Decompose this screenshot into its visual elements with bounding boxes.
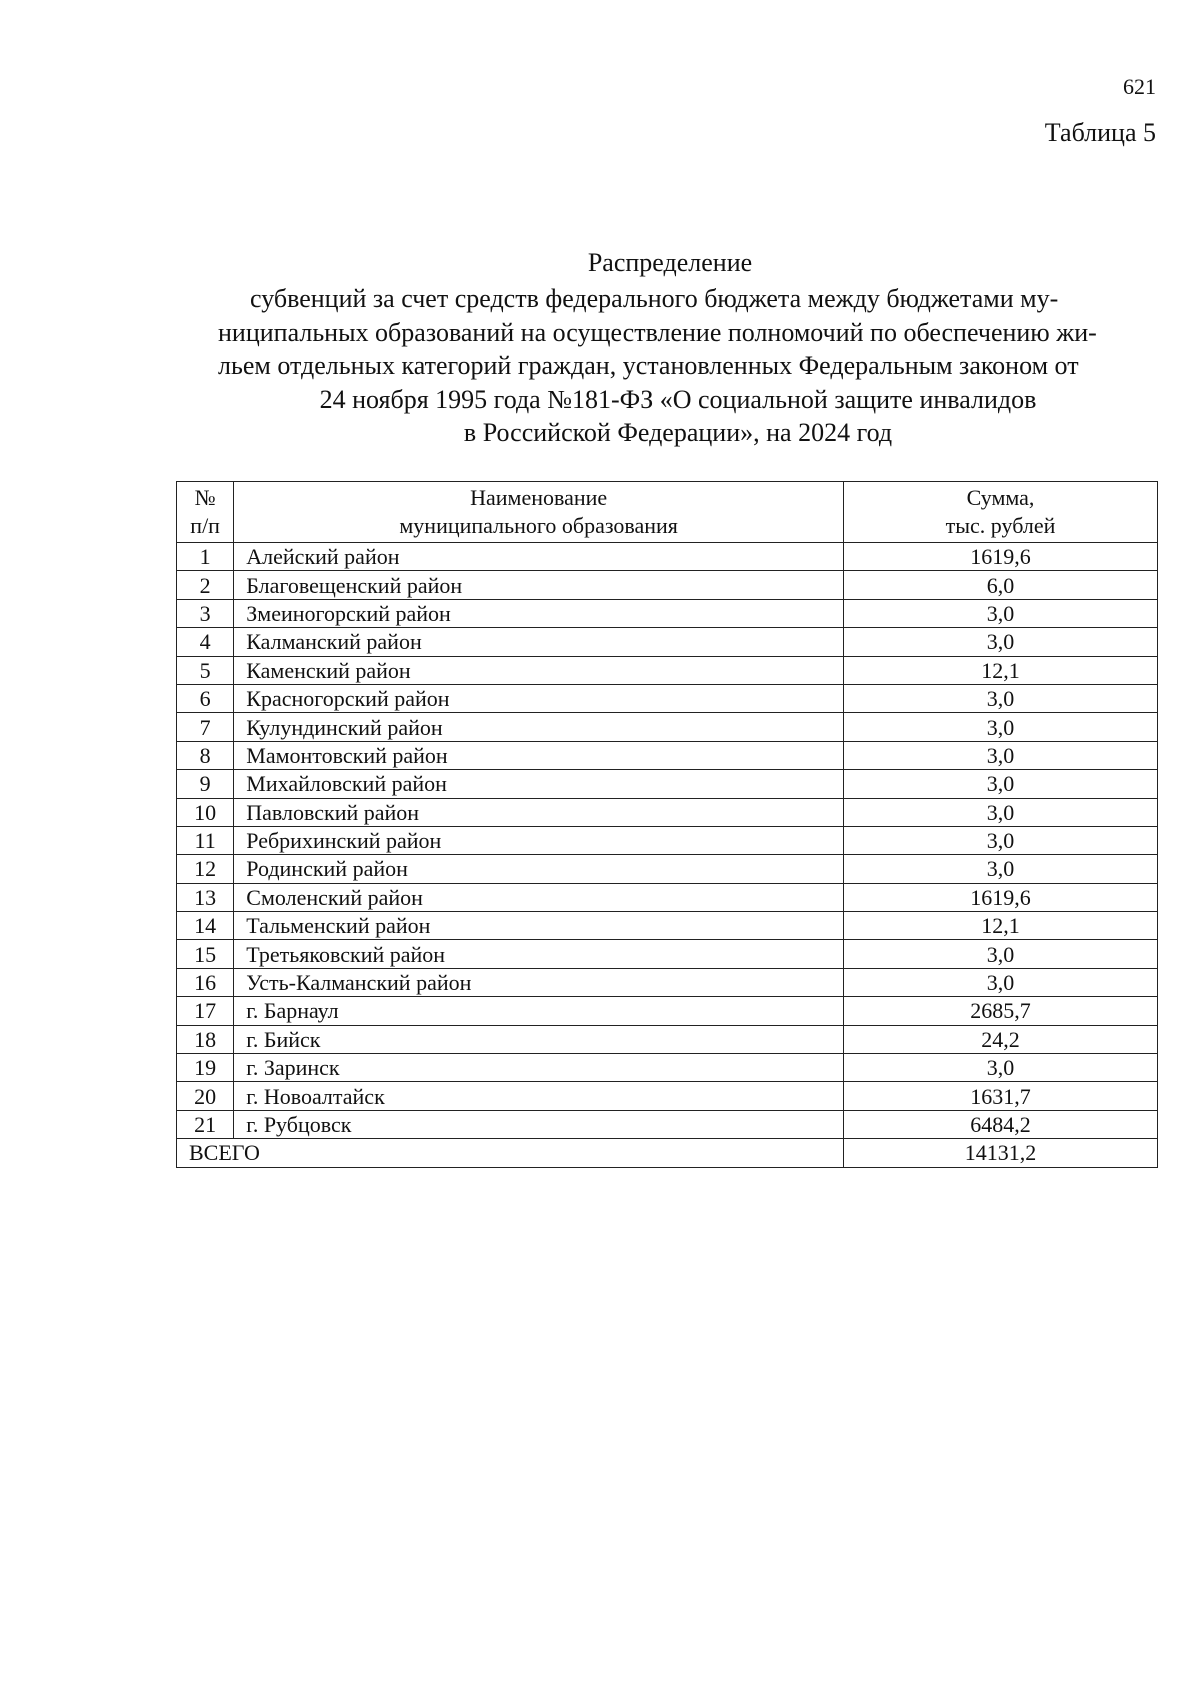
row-name: г. Заринск bbox=[234, 1054, 844, 1082]
row-sum: 1631,7 bbox=[844, 1082, 1158, 1110]
row-sum: 3,0 bbox=[844, 1054, 1158, 1082]
header-name-line: Наименование bbox=[470, 485, 608, 510]
row-number: 20 bbox=[177, 1082, 234, 1110]
total-row bbox=[177, 1139, 1158, 1167]
header-row bbox=[177, 482, 1158, 543]
row-sum: 2685,7 bbox=[844, 997, 1158, 1025]
header-sum-line: тыс. рублей bbox=[945, 513, 1056, 538]
row-number: 7 bbox=[177, 713, 234, 741]
row-number: 21 bbox=[177, 1110, 234, 1138]
row-sum: 3,0 bbox=[844, 940, 1158, 968]
header-number-line: № bbox=[194, 485, 216, 510]
page-number: 621 bbox=[1123, 74, 1156, 99]
table-body bbox=[177, 543, 1158, 1139]
row-name: Кулундинский район bbox=[234, 713, 844, 741]
row-sum: 3,0 bbox=[844, 770, 1158, 798]
table-row bbox=[177, 713, 1158, 741]
row-sum: 3,0 bbox=[844, 798, 1158, 826]
header-name bbox=[234, 482, 844, 543]
subtitle-line: 24 ноября 1995 года №181-ФЗ «О социальной защите инвалидов bbox=[319, 384, 1037, 414]
table-row bbox=[177, 1110, 1158, 1138]
table-row bbox=[177, 997, 1158, 1025]
row-number: 3 bbox=[177, 599, 234, 627]
table-row bbox=[177, 1054, 1158, 1082]
row-name: г. Барнаул bbox=[234, 997, 844, 1025]
row-sum: 3,0 bbox=[844, 855, 1158, 883]
row-sum: 6,0 bbox=[844, 571, 1158, 599]
table-row bbox=[177, 571, 1158, 599]
row-name: Благовещенский район bbox=[234, 571, 844, 599]
row-number: 1 bbox=[177, 543, 234, 571]
subtitle-line: льем отдельных категорий граждан, установленных Федеральным законом от bbox=[218, 351, 1079, 381]
row-name: г. Рубцовск bbox=[234, 1110, 844, 1138]
table-row bbox=[177, 1082, 1158, 1110]
row-sum: 6484,2 bbox=[844, 1110, 1158, 1138]
row-name: Павловский район bbox=[234, 798, 844, 826]
row-name: Змеиногорский район bbox=[234, 599, 844, 627]
subtitle-line: в Российской Федерации», на 2024 год bbox=[463, 418, 893, 448]
total-label: ВСЕГО bbox=[177, 1139, 844, 1167]
row-name: г. Новоалтайск bbox=[234, 1082, 844, 1110]
header-number-line: п/п bbox=[190, 513, 220, 538]
header-number bbox=[177, 482, 234, 543]
header-name-line: муниципального образования bbox=[399, 513, 678, 538]
row-name: Усть-Калманский район bbox=[234, 968, 844, 996]
row-number: 2 bbox=[177, 571, 234, 599]
row-sum: 3,0 bbox=[844, 968, 1158, 996]
row-number: 4 bbox=[177, 628, 234, 656]
row-sum: 1619,6 bbox=[844, 543, 1158, 571]
row-number: 16 bbox=[177, 968, 234, 996]
distribution-table bbox=[176, 481, 1158, 1168]
row-number: 6 bbox=[177, 684, 234, 712]
table-row bbox=[177, 684, 1158, 712]
table-label: Таблица 5 bbox=[1044, 118, 1156, 147]
row-number: 13 bbox=[177, 883, 234, 911]
row-number: 5 bbox=[177, 656, 234, 684]
total-sum: 14131,2 bbox=[844, 1139, 1158, 1167]
table-row bbox=[177, 1025, 1158, 1053]
table-row bbox=[177, 741, 1158, 769]
subtitle-line: ниципальных образований на осуществление полномочий по обеспечению жи- bbox=[218, 317, 1097, 347]
document-title: Распределение bbox=[587, 248, 753, 277]
subtitle-line: субвенций за счет средств федерального бюджета между бюджетами му- bbox=[250, 284, 1059, 313]
row-number: 15 bbox=[177, 940, 234, 968]
row-number: 12 bbox=[177, 855, 234, 883]
row-name: Каменский район bbox=[234, 656, 844, 684]
row-name: Смоленский район bbox=[234, 883, 844, 911]
row-sum: 12,1 bbox=[844, 656, 1158, 684]
table-row bbox=[177, 628, 1158, 656]
row-number: 11 bbox=[177, 826, 234, 854]
row-name: Мамонтовский район bbox=[234, 741, 844, 769]
table-row bbox=[177, 826, 1158, 854]
row-name: Калманский район bbox=[234, 628, 844, 656]
row-number: 10 bbox=[177, 798, 234, 826]
table-row bbox=[177, 798, 1158, 826]
table-row bbox=[177, 883, 1158, 911]
row-name: Ребрихинский район bbox=[234, 826, 844, 854]
row-number: 14 bbox=[177, 912, 234, 940]
row-sum: 3,0 bbox=[844, 628, 1158, 656]
row-number: 17 bbox=[177, 997, 234, 1025]
row-sum: 12,1 bbox=[844, 912, 1158, 940]
table-row bbox=[177, 940, 1158, 968]
row-name: Тальменский район bbox=[234, 912, 844, 940]
row-number: 19 bbox=[177, 1054, 234, 1082]
table-row bbox=[177, 656, 1158, 684]
document-subtitle bbox=[218, 282, 1138, 450]
row-name: Родинский район bbox=[234, 855, 844, 883]
row-sum: 3,0 bbox=[844, 713, 1158, 741]
row-name: Михайловский район bbox=[234, 770, 844, 798]
header-sum-line: Сумма, bbox=[966, 485, 1035, 510]
row-number: 9 bbox=[177, 770, 234, 798]
table-row bbox=[177, 543, 1158, 571]
table-footer bbox=[177, 1139, 1158, 1167]
row-sum: 1619,6 bbox=[844, 883, 1158, 911]
row-number: 18 bbox=[177, 1025, 234, 1053]
row-number: 8 bbox=[177, 741, 234, 769]
table-row bbox=[177, 599, 1158, 627]
header-sum bbox=[844, 482, 1158, 543]
row-sum: 24,2 bbox=[844, 1025, 1158, 1053]
row-sum: 3,0 bbox=[844, 741, 1158, 769]
row-name: Алейский район bbox=[234, 543, 844, 571]
table-row bbox=[177, 770, 1158, 798]
table-row bbox=[177, 968, 1158, 996]
table-row bbox=[177, 912, 1158, 940]
table-header bbox=[177, 482, 1158, 543]
row-sum: 3,0 bbox=[844, 826, 1158, 854]
row-name: Третьяковский район bbox=[234, 940, 844, 968]
table-row bbox=[177, 855, 1158, 883]
row-name: г. Бийск bbox=[234, 1025, 844, 1053]
row-sum: 3,0 bbox=[844, 684, 1158, 712]
row-name: Красногорский район bbox=[234, 684, 844, 712]
row-sum: 3,0 bbox=[844, 599, 1158, 627]
